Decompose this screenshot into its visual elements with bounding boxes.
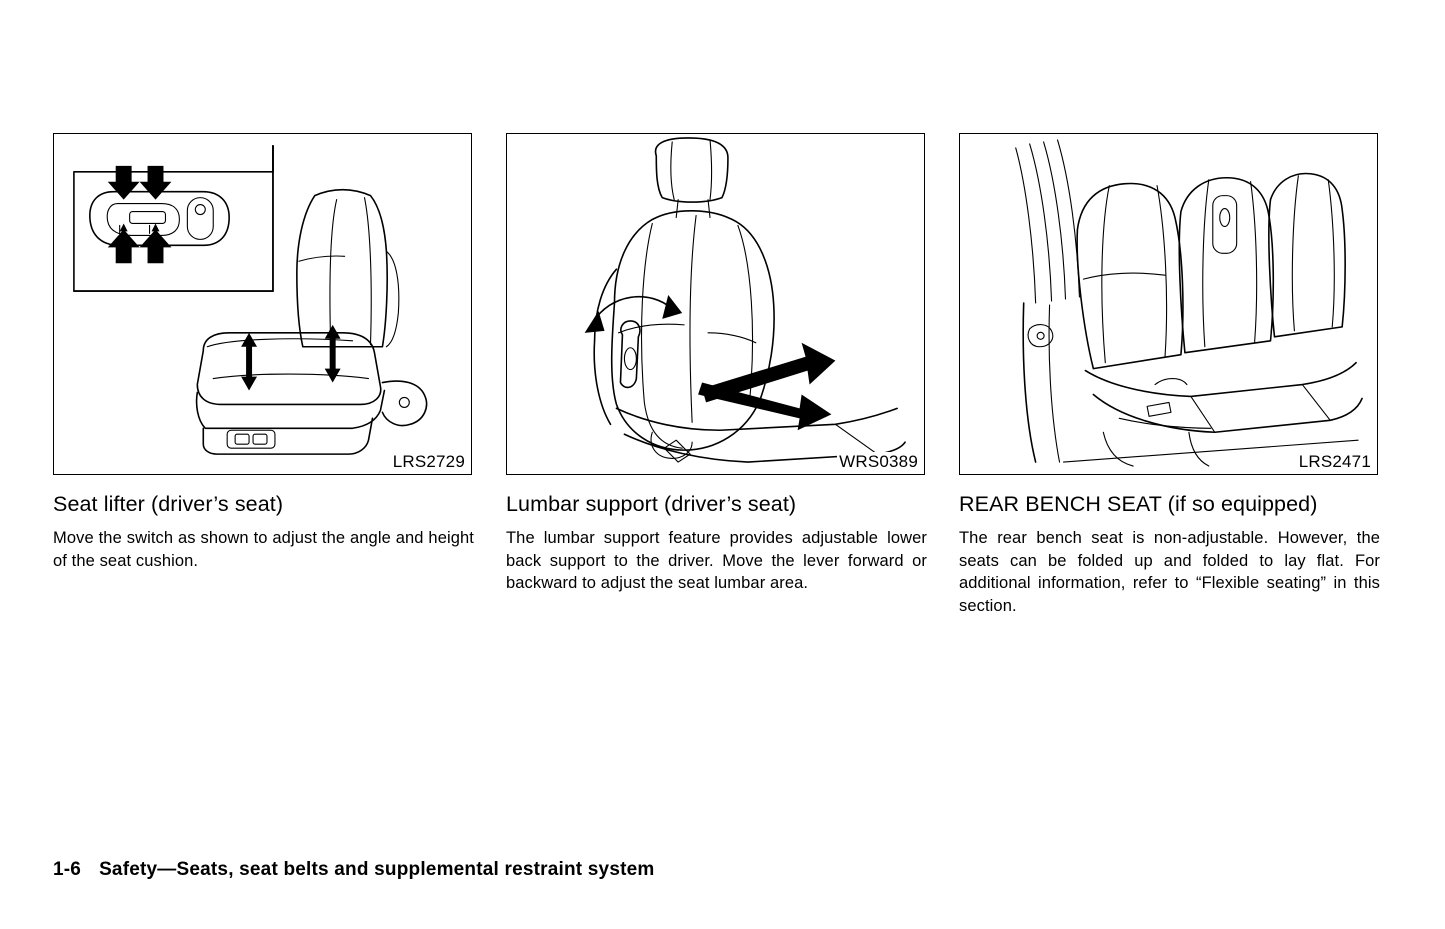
section-heading-lumbar-support: Lumbar support (driver’s seat) xyxy=(506,492,797,516)
figure-rear-bench-seat xyxy=(959,133,1378,475)
body-text-rear-bench-seat: The rear bench seat is non-adjustable. However, the seats can be folded up and folded to lay flat. For additional information, refer to “Flexible seating” in this section. xyxy=(959,529,1380,615)
body-text-seat-lifter: Move the switch as shown to adjust the angle and height of the seat cushion. xyxy=(53,529,474,570)
figure-code: WRS0389 xyxy=(839,452,918,471)
figure-code: LRS2471 xyxy=(1298,452,1371,471)
body-text-lumbar-support: The lumbar support feature provides adjustable lower back support to the driver. Move the lever forward or backward to adjust the seat lumbar area. xyxy=(506,529,927,592)
figure-code: LRS2729 xyxy=(392,452,465,471)
figure-seat-lifter xyxy=(53,133,472,475)
footer-section-title: Safety—Seats, seat belts and supplemental restraint system xyxy=(99,859,655,880)
column-lumbar-support xyxy=(506,133,927,617)
page-footer xyxy=(53,859,654,881)
figure-lumbar-support xyxy=(506,133,925,475)
column-seat-lifter xyxy=(53,133,474,617)
section-heading-rear-bench-seat: REAR BENCH SEAT (if so equipped) xyxy=(959,492,1318,516)
page-number: 1-6 xyxy=(53,859,82,880)
content-columns xyxy=(53,133,1383,617)
column-rear-bench-seat xyxy=(959,133,1380,617)
section-heading-seat-lifter: Seat lifter (driver’s seat) xyxy=(53,492,284,516)
